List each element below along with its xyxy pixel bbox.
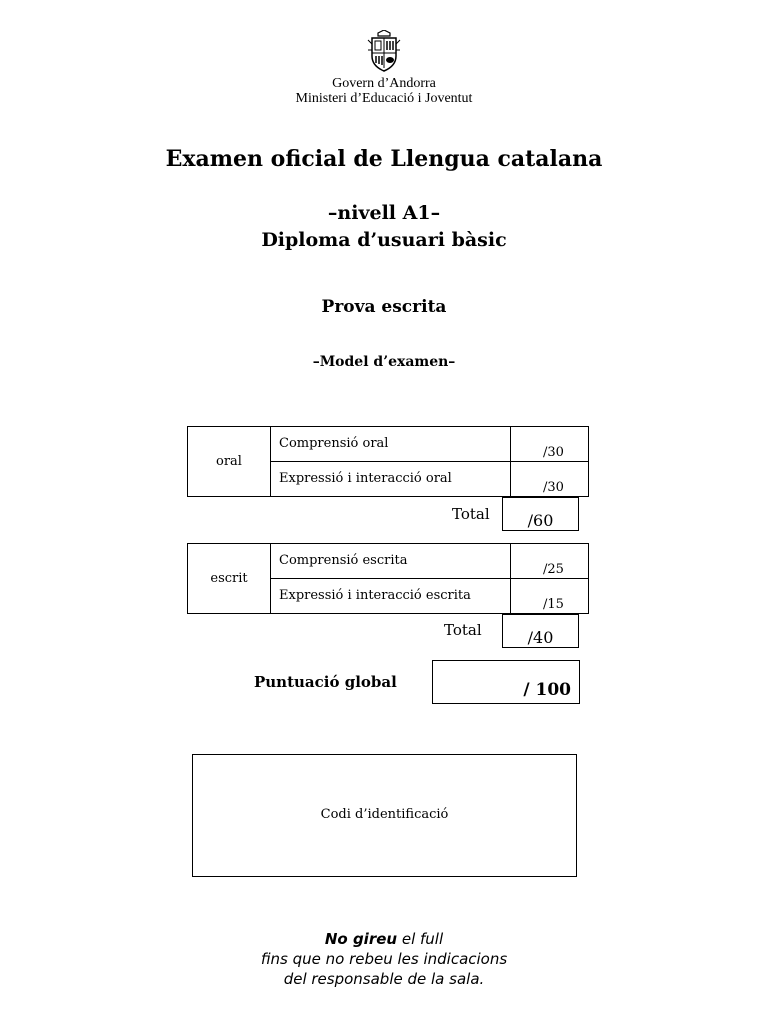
score-max: /30 xyxy=(543,445,564,460)
written-row-label xyxy=(271,544,511,579)
oral-row-label xyxy=(271,462,511,497)
row-label-text: Expressió i interacció escrita xyxy=(279,588,471,603)
oral-score-table xyxy=(187,426,589,497)
written-row-label xyxy=(271,579,511,614)
global-score-label: Puntuació global xyxy=(254,673,397,691)
footer-line-1 xyxy=(0,929,768,949)
level-subtitle xyxy=(0,200,768,254)
written-comprehension-score[interactable] xyxy=(511,544,589,579)
written-total-box[interactable] xyxy=(502,614,579,648)
level-label: –nivell A1– xyxy=(327,202,441,224)
identification-code-label: Codi d’identificació xyxy=(320,807,449,822)
global-score-max: / 100 xyxy=(523,680,571,700)
test-name: Prova escrita xyxy=(321,297,447,317)
score-max: /25 xyxy=(543,562,564,577)
score-max: /15 xyxy=(543,597,564,612)
footer-emphasis: No gireu xyxy=(324,930,398,948)
andorra-coat-of-arms-icon xyxy=(364,30,404,72)
org-name: Govern d’Andorra xyxy=(332,76,436,91)
oral-total-box[interactable] xyxy=(502,497,579,531)
identification-code-box[interactable] xyxy=(192,754,577,877)
oral-row-label xyxy=(271,427,511,462)
oral-total-score: /60 xyxy=(527,511,554,530)
row-label-text: Comprensió escrita xyxy=(279,553,408,568)
oral-category: oral xyxy=(188,427,271,497)
table-row xyxy=(188,427,589,462)
footer-line-2: fins que no rebeu les indicacions xyxy=(260,950,508,968)
row-label-text: Expressió i interacció oral xyxy=(279,471,452,486)
written-category: escrit xyxy=(188,544,271,614)
table-row xyxy=(188,544,589,579)
written-total-label: Total xyxy=(444,621,482,639)
oral-expression-score[interactable] xyxy=(511,462,589,497)
model-label: –Model d’examen– xyxy=(312,354,456,370)
oral-total-label: Total xyxy=(452,505,490,523)
ministry-name: Ministeri d’Educació i Joventut xyxy=(295,91,473,106)
global-score-box[interactable] xyxy=(432,660,580,704)
page-title: Examen oficial de Llengua catalana xyxy=(165,146,603,172)
score-max: /30 xyxy=(543,480,564,495)
written-total-score: /40 xyxy=(527,628,554,647)
footer-line-1-rest: el full xyxy=(397,930,444,948)
row-label-text: Comprensió oral xyxy=(279,436,389,451)
footer-instructions xyxy=(0,929,768,989)
written-expression-score[interactable] xyxy=(511,579,589,614)
written-score-table xyxy=(187,543,589,614)
footer-line-3: del responsable de la sala. xyxy=(283,970,485,988)
diploma-label: Diploma d’usuari bàsic xyxy=(261,229,507,251)
oral-comprehension-score[interactable] xyxy=(511,427,589,462)
